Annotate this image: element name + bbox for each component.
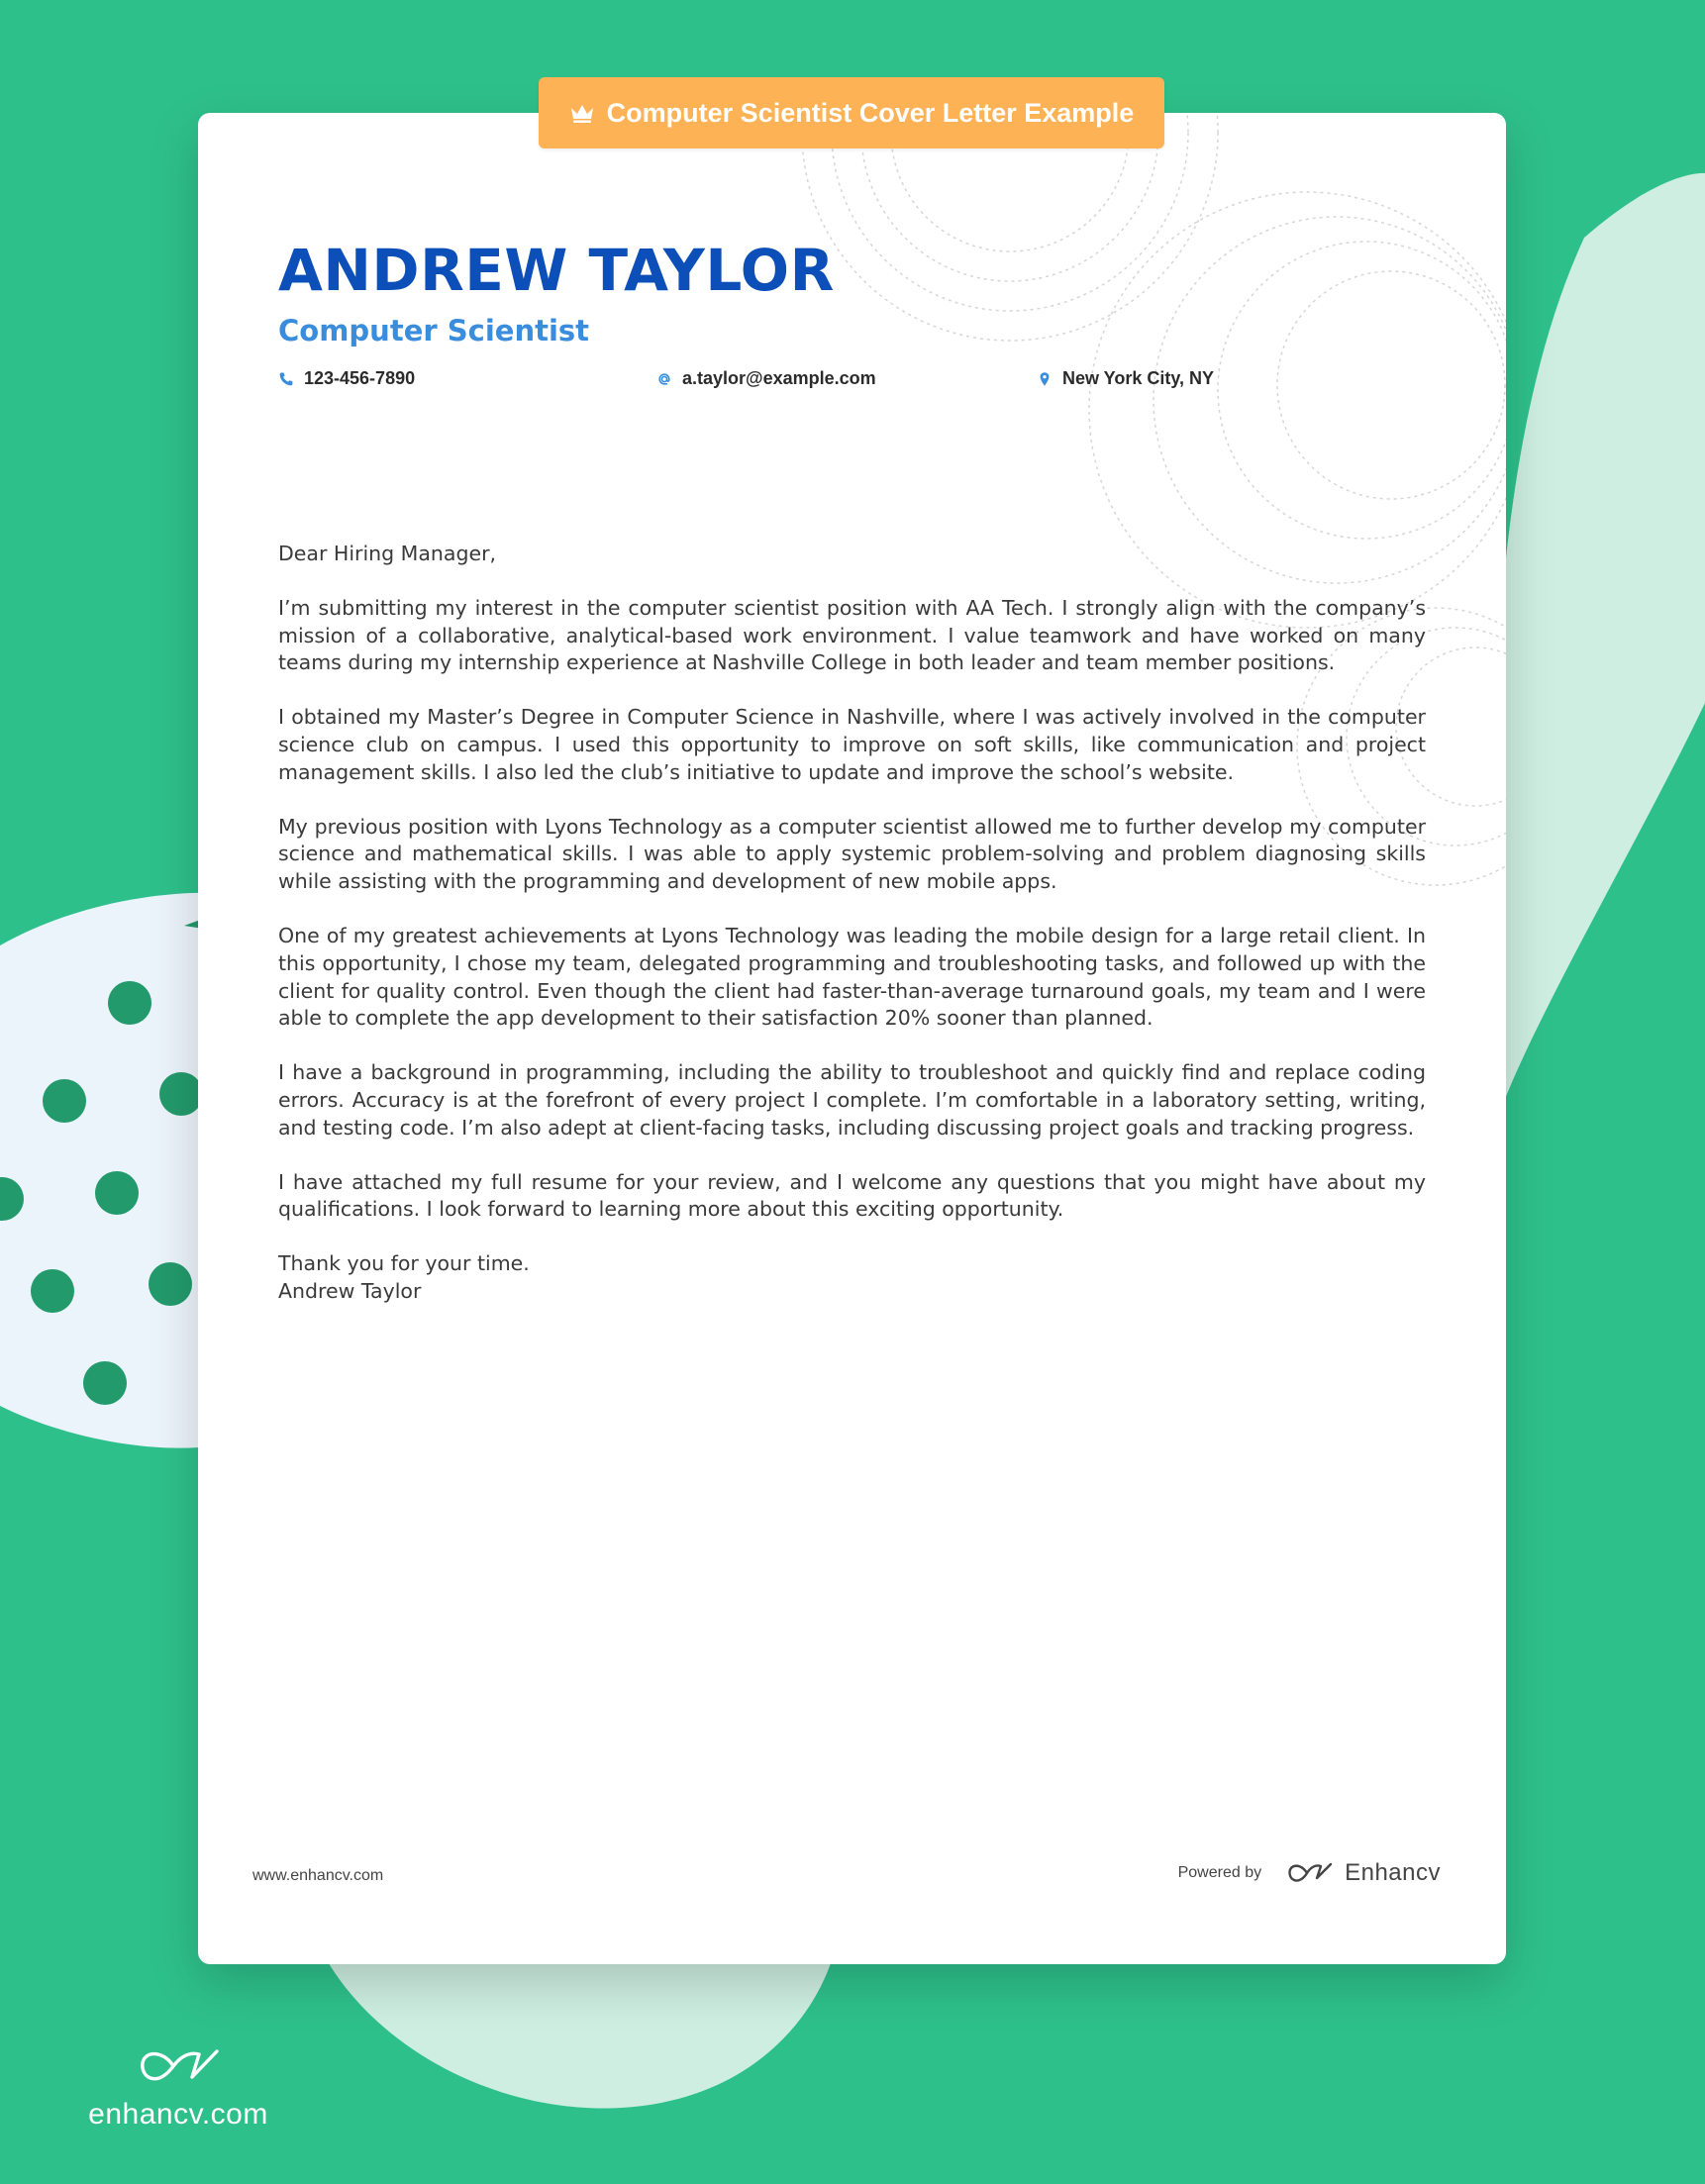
email-text: a.taylor@example.com — [682, 368, 876, 388]
letter-body — [278, 541, 1426, 1306]
signature: Andrew Taylor — [278, 1278, 422, 1303]
enhancv-logo-icon — [1285, 1860, 1335, 1886]
cover-letter-page — [198, 113, 1506, 1964]
location-pin-icon — [1037, 371, 1053, 387]
enhancv-logo-icon — [134, 2043, 223, 2089]
location-text: New York City, NY — [1062, 368, 1215, 388]
applicant-role: Computer Scientist — [278, 314, 590, 347]
crown-icon — [569, 102, 595, 124]
powered-by-label: Powered by — [1177, 1864, 1262, 1881]
letter-paragraph: My previous position with Lyons Technology as a computer scientist allowed me to further develop my computer science and mathematical skills. I was able to apply systemic problem-solving and problem diagnosing skills while assisting with the programming and development of new mobile apps. — [278, 814, 1426, 894]
enhancv-bottom-logo[interactable] — [79, 2043, 277, 2132]
letter-paragraph: I have attached my full resume for your review, and I welcome any questions that you might have about my qualifications. I look forward to learning more about this exciting opportunity. — [278, 1169, 1426, 1222]
footer-website-link[interactable]: www.enhancv.com — [252, 1867, 384, 1884]
contact-email — [656, 368, 876, 389]
bottom-site-text: enhancv.com — [88, 2098, 268, 2131]
at-sign-icon — [656, 371, 672, 387]
contact-location — [1037, 368, 1214, 389]
example-badge — [539, 77, 1164, 149]
enhancv-brand[interactable] — [1285, 1859, 1441, 1887]
badge-label: Computer Scientist Cover Letter Example — [606, 97, 1135, 128]
closing-line: Thank you for your time. — [278, 1251, 530, 1276]
contact-phone — [278, 368, 415, 389]
letter-paragraph: One of my greatest achievements at Lyons Technology was leading the mobile design for a large retail client. In this opportunity, I chose my team, delegated programming and troubleshooting tasks, and followed up with the client for quality control. Even though the client had faster-than-average turnaround goals, my team and I were able to complete the app development to their satisfaction 20% sooner than planned. — [278, 923, 1426, 1031]
brand-name: Enhancv — [1345, 1859, 1441, 1886]
phone-icon — [278, 371, 294, 387]
letter-paragraph: I obtained my Master’s Degree in Computer Science in Nashville, where I was actively involved in the computer science club on campus. I used this opportunity to improve on soft skills, like communication and project management skills. I also led the club’s initiative to update and improve the school’s website. — [278, 705, 1426, 784]
salutation: Dear Hiring Manager, — [278, 542, 497, 565]
applicant-name: ANDREW TAYLOR — [278, 237, 835, 304]
powered-by — [1178, 1859, 1441, 1887]
letter-paragraph: I have a background in programming, including the ability to troubleshoot and quickly find and replace coding errors. Accuracy is at the forefront of every project I complete. I’m comfortable in a laboratory setting, writing, and testing code. I’m also adept at client-facing tasks, including discussing project goals and tracking progress. — [278, 1060, 1426, 1140]
letter-paragraph: I’m submitting my interest in the computer scientist position with AA Tech. I strongly align with the company’s mission of a collaborative, analytical-based work environment. I value teamwork and have worked on many teams during my internship experience at Nashville College in both leader and team member positions. — [278, 595, 1426, 675]
phone-text: 123-456-7890 — [304, 368, 416, 388]
